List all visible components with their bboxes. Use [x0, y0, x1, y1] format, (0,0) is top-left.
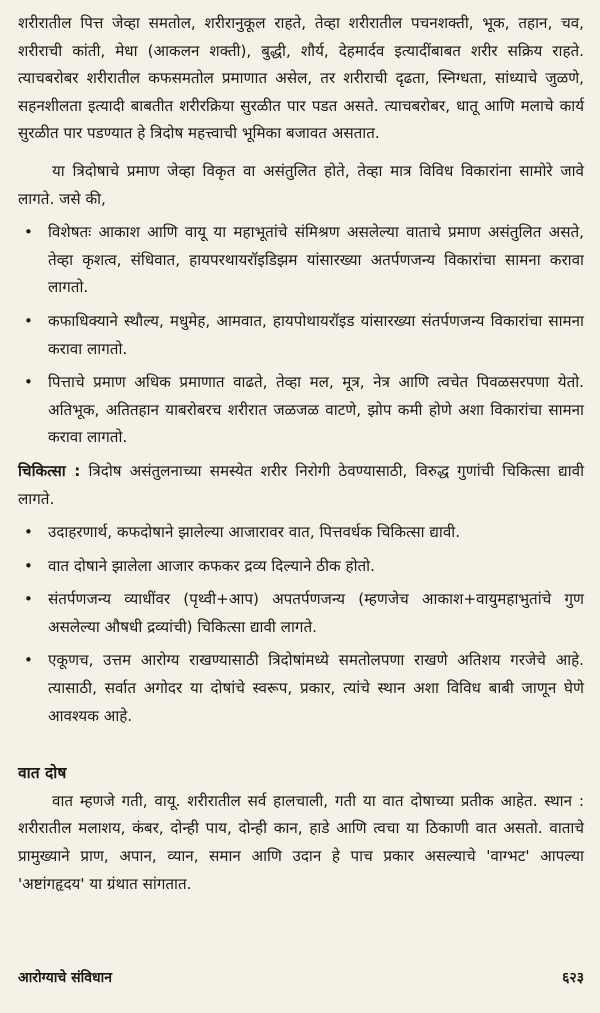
page-number: ६२३ [562, 970, 584, 986]
bullet-icon: • [24, 373, 33, 392]
list-item: • पित्ताचे प्रमाण अधिक प्रमाणात वाढते, तेव्हा मल, मूत्र, नेत्र आणि त्वचेत पिवळसरपणा येतो. अतिभूक, अतितहान याबरोबरच शरीरात जळजळ वाटणे, झोप कमी होणे अशा विकारांचा सामना करावा लागतो. [18, 369, 584, 452]
bullet-icon: • [24, 523, 33, 542]
treatment-label: चिकित्सा : [18, 461, 81, 480]
intro-paragraph: शरीरातील पित्त जेव्हा समतोल, शरीरानुकूल राहते, तेव्हा शरीरातील पचनशक्ती, भूक, तहान, चव, शरीराची कांती, मेधा (आकलन शक्ती), बुद्धी, शौर्य, देहमार्दव इत्यादींबाबत शरीर सक्रिय राहते. त्याचबरोबर शरीरातील कफसमतोल प्रमाणात असेल, तर शरीराची दृढता, स्निग्धता, सांध्याचे जुळणे, सहनशीलता इत्यादी बाबतीत शरीरक्रिया सुरळीत पार पडत असते. त्याचबरोबर, धातू आणि मलाचे कार्य सुरळीत पार पडण्यात हे त्रिदोष महत्त्वाची भूमिका बजावत असतात. [18, 14, 584, 143]
bullet-icon: • [24, 223, 33, 242]
list-item: • एकूणच, उत्तम आरोग्य राखण्यासाठी त्रिदोषांमध्ये समतोलपणा राखणे अतिशय गरजेचे आहे. त्यासाठी, सर्वात अगोदर या दोषांचे स्वरूप, प्रकार, त्यांचे स्थान अशा विविध बाबी जाणून घेणे आवश्यक आहे. [18, 647, 584, 730]
treatment-text: त्रिदोष असंतुलनाच्या समस्येत शरीर निरोगी ठेवण्यासाठी, विरुद्ध गुणांची चिकित्सा द्यावी लागते. [18, 461, 585, 508]
list-item: • कफाधिक्याने स्थौल्य, मधुमेह, आमवात, हायपोथायरॉइड यांसारख्या संतर्पणजन्य विकारांचा सामना करावा लागतो. [18, 308, 584, 363]
book-title: आरोग्याचे संविधान [18, 970, 112, 986]
list-item: • संतर्पणजन्य व्याधींवर (पृथ्वी+आप) अपतर्पणजन्य (म्हणजेच आकाश+वायुमहाभुतांचे गुण असलेल्या औषधी द्रव्यांची) चिकित्सा द्यावी लागते. [18, 586, 584, 641]
vata-heading: वात दोष [18, 764, 67, 783]
treatment-paragraph [18, 458, 584, 513]
bullet-icon: • [24, 590, 33, 609]
list-item: • विशेषतः आकाश आणि वायू या महाभूतांचे संमिश्रण असलेल्या वाताचे प्रमाण असंतुलित असते, तेव्हा कृशत्व, संधिवात, हायपरथायरॉइडिझम यांसारख्या अतर्पणजन्य विकारांचा सामना करावा लागतो. [18, 219, 584, 302]
treatment-list [18, 519, 584, 730]
disorder-list [18, 219, 584, 452]
page-footer [18, 968, 584, 987]
imbalance-paragraph: या त्रिदोषाचे प्रमाण जेव्हा विकृत वा असंतुलित होते, तेव्हा मात्र विविध विकारांना सामोरे जावे लागते. जसे की, [18, 161, 584, 208]
list-item: • वात दोषाने झालेला आजार कफकर द्रव्य दिल्याने ठीक होतो. [18, 553, 584, 581]
vata-paragraph: वात म्हणजे गती, वायू. शरीरातील सर्व हालचाली, गती या वात दोषाच्या प्रतीक आहेत. स्थान : शरीरातील मलाशय, कंबर, दोन्ही पाय, दोन्ही कान, हाडे आणि त्वचा या ठिकाणी वात असतो. वाताचे प्रामुख्याने प्राण, अपान, व्यान, समान आणि उदान हे पाच प्रकार असल्याचे 'वाग्भट' आपल्या 'अष्टांगहृदय' या ग्रंथात सांगतात. [18, 791, 584, 893]
bullet-icon: • [24, 556, 33, 575]
bullet-icon: • [24, 311, 33, 330]
list-item: • उदाहरणार्थ, कफदोषाने झालेल्या आजारावर वात, पित्तवर्धक चिकित्सा द्यावी. [18, 519, 584, 547]
bullet-icon: • [24, 651, 33, 670]
